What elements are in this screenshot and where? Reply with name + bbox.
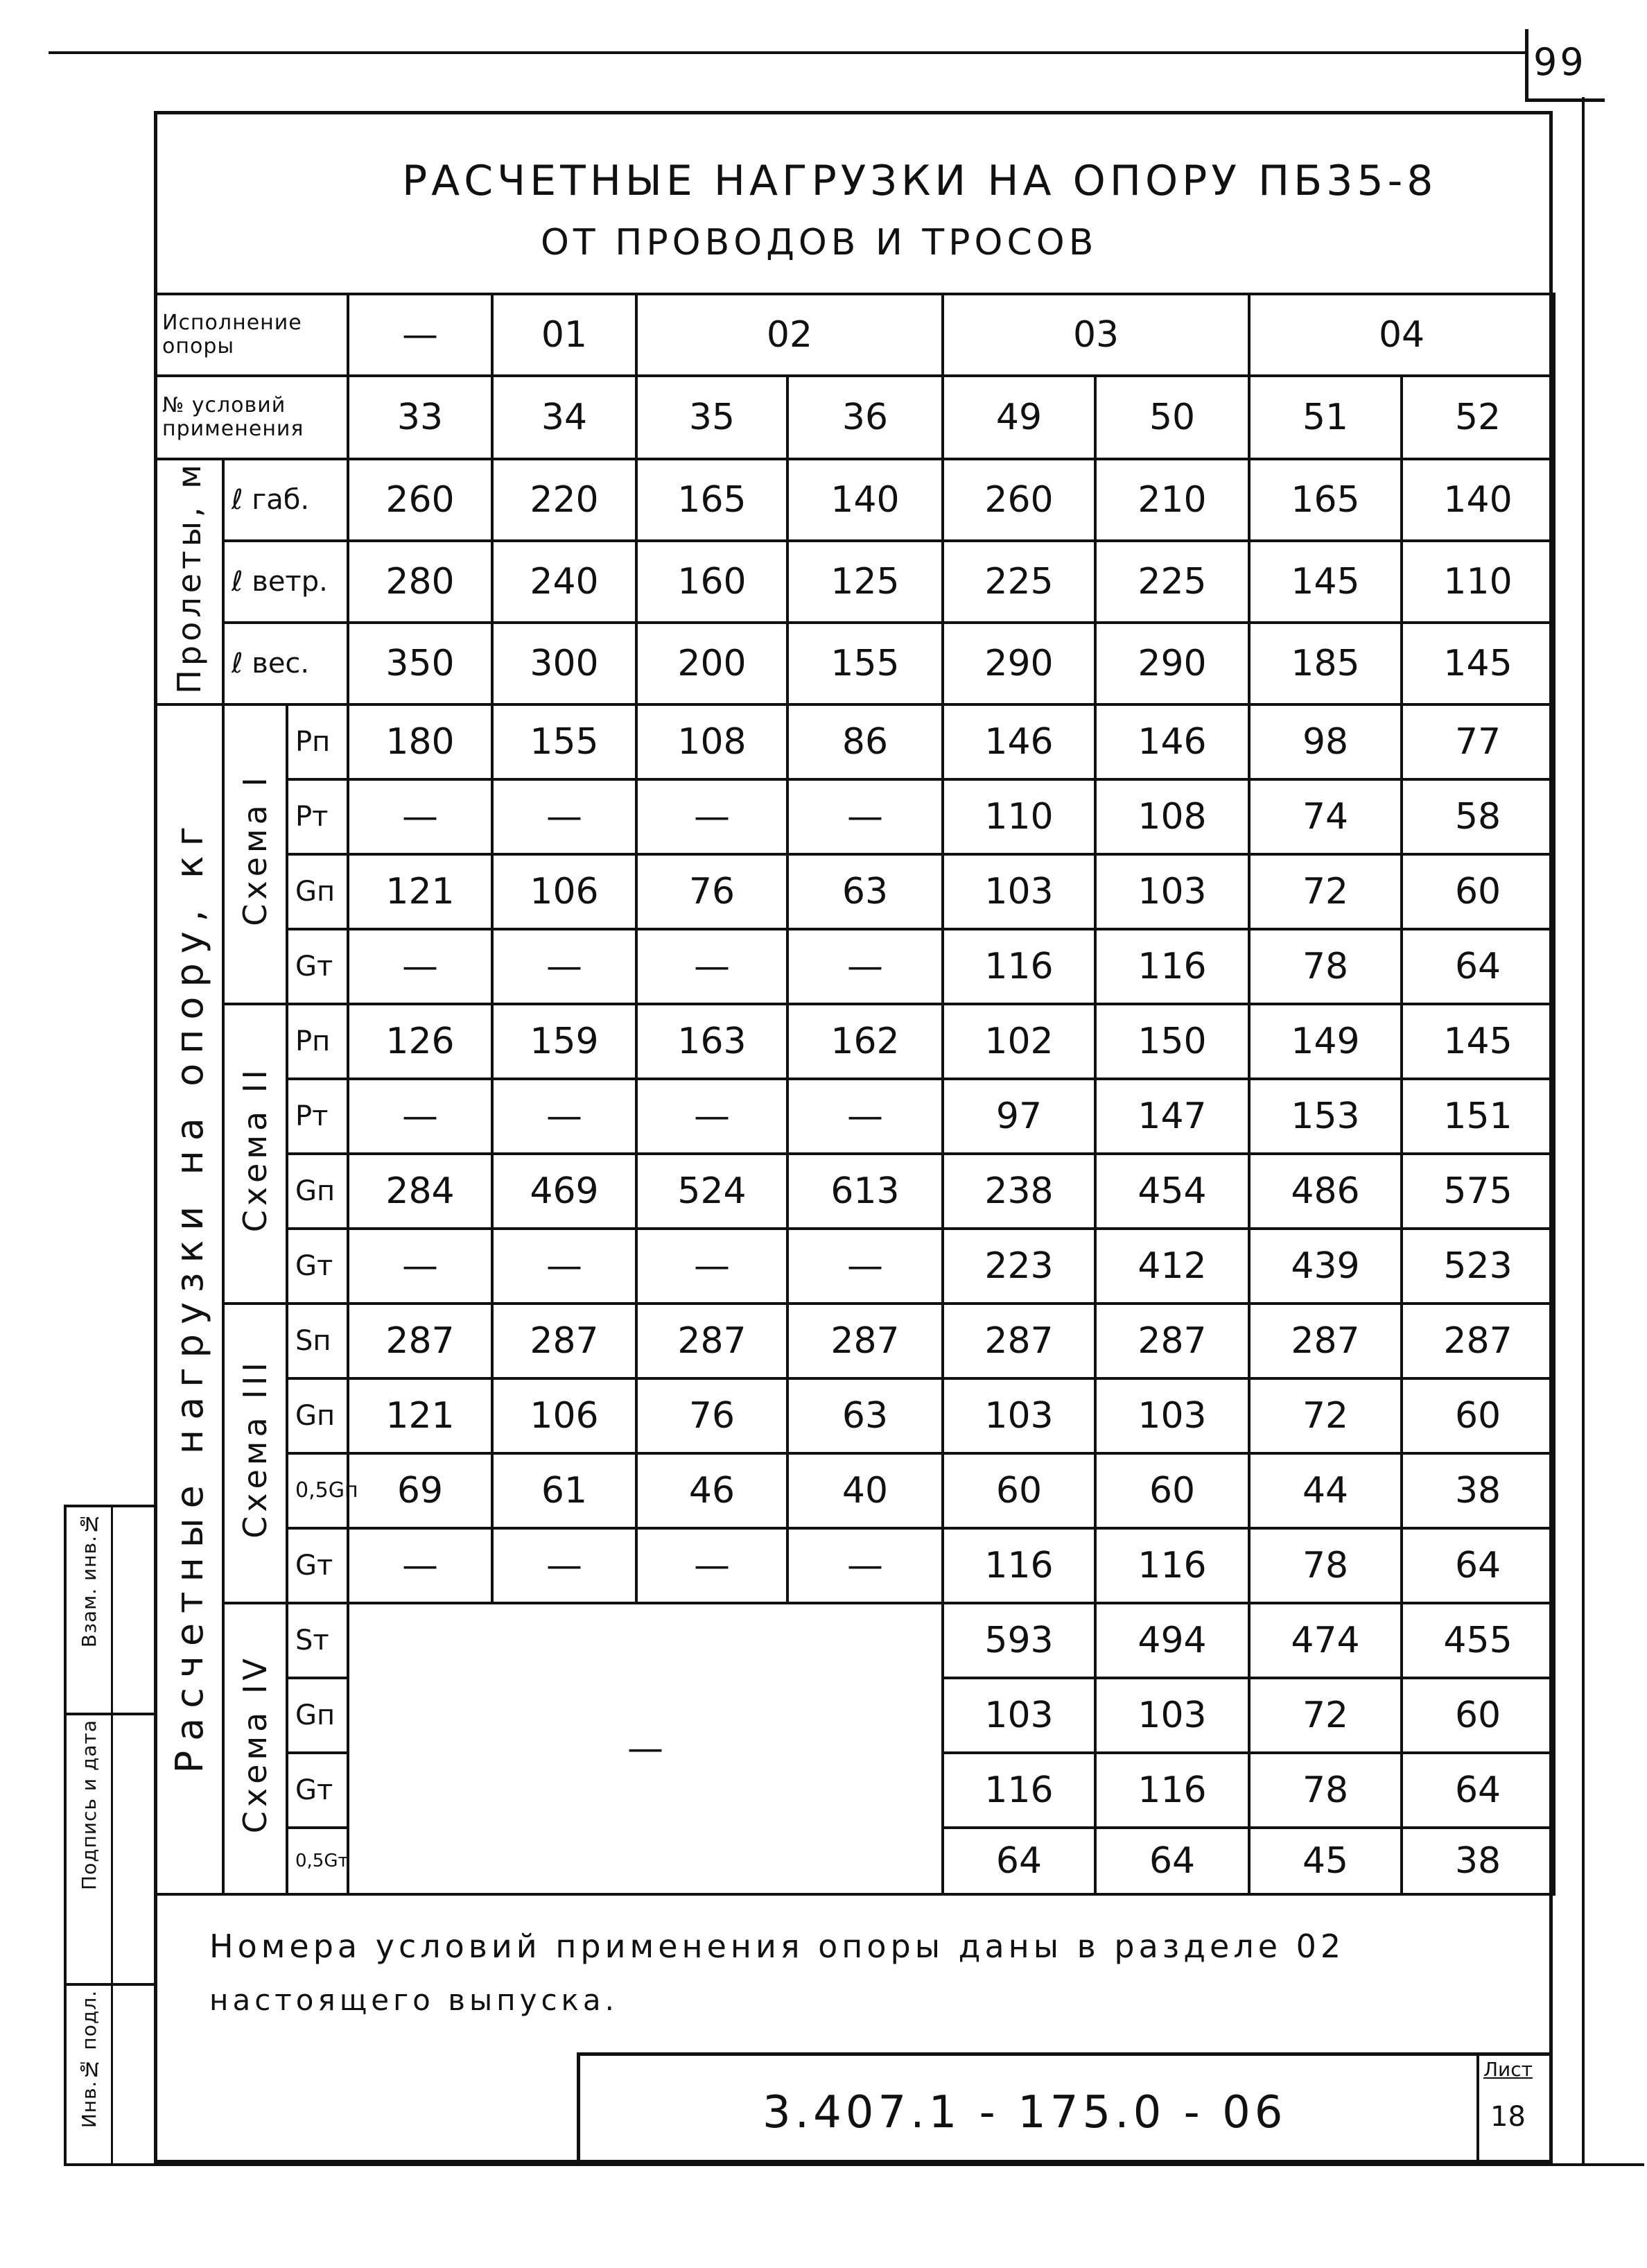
scheme-label bbox=[223, 1004, 287, 1304]
value-cell: 103 bbox=[1095, 1378, 1249, 1453]
side-text: Взам. инв.№ bbox=[77, 1512, 101, 1648]
value-cell: 223 bbox=[943, 1229, 1095, 1304]
value-cell: 454 bbox=[1095, 1154, 1249, 1229]
execution-cell: 02 bbox=[636, 294, 943, 376]
span-row bbox=[155, 541, 1554, 623]
load-label: Gп bbox=[287, 1378, 348, 1453]
scheme-label bbox=[223, 1304, 287, 1603]
condition-cell: 50 bbox=[1095, 376, 1249, 459]
value-cell: — bbox=[492, 779, 636, 854]
value-cell: 163 bbox=[636, 1004, 787, 1079]
value-cell: — bbox=[636, 929, 787, 1004]
value-cell: 116 bbox=[943, 1753, 1095, 1828]
value-cell: 45 bbox=[1249, 1828, 1402, 1894]
value-cell: 210 bbox=[1095, 459, 1249, 541]
value-cell: — bbox=[348, 929, 492, 1004]
value-cell: 46 bbox=[636, 1453, 787, 1528]
side-text: Инв.№ подл. bbox=[77, 1990, 101, 2129]
note-line-2: настоящего выпуска. bbox=[209, 1983, 619, 2017]
condition-cell: 51 bbox=[1249, 376, 1402, 459]
value-cell: 439 bbox=[1249, 1229, 1402, 1304]
execution-cell: — bbox=[348, 294, 492, 376]
value-cell: 76 bbox=[636, 854, 787, 929]
value-cell: 153 bbox=[1249, 1079, 1402, 1154]
conditions-label: № условий применения bbox=[155, 376, 348, 459]
value-cell: 60 bbox=[1402, 854, 1554, 929]
value-cell: 455 bbox=[1402, 1603, 1554, 1678]
value-cell: 76 bbox=[636, 1378, 787, 1453]
load-label: Gп bbox=[287, 1154, 348, 1229]
value-cell: 103 bbox=[943, 1678, 1095, 1753]
scheme-name: Схема IV bbox=[236, 1654, 274, 1834]
value-cell: 86 bbox=[787, 704, 943, 779]
value-cell: — bbox=[636, 779, 787, 854]
value-cell: 225 bbox=[943, 541, 1095, 623]
value-cell: 121 bbox=[348, 1378, 492, 1453]
value-cell: 287 bbox=[1095, 1304, 1249, 1378]
load-label: Pп bbox=[287, 1004, 348, 1079]
load-label: Pт bbox=[287, 1079, 348, 1154]
value-cell: 103 bbox=[943, 854, 1095, 929]
value-cell: 300 bbox=[492, 623, 636, 704]
value-cell: 140 bbox=[1402, 459, 1554, 541]
value-cell: — bbox=[348, 1229, 492, 1304]
value-cell: 287 bbox=[348, 1304, 492, 1378]
load-label: Gп bbox=[287, 1678, 348, 1753]
value-cell: 78 bbox=[1249, 929, 1402, 1004]
value-cell: 103 bbox=[943, 1378, 1095, 1453]
title-line-2: ОТ ПРОВОДОВ И ТРОСОВ bbox=[541, 222, 1098, 263]
value-cell: 72 bbox=[1249, 854, 1402, 929]
value-cell: 284 bbox=[348, 1154, 492, 1229]
condition-cell: 36 bbox=[787, 376, 943, 459]
value-cell: 287 bbox=[492, 1304, 636, 1378]
value-cell: 121 bbox=[348, 854, 492, 929]
value-cell: 613 bbox=[787, 1154, 943, 1229]
value-cell: 74 bbox=[1249, 779, 1402, 854]
value-cell: — bbox=[787, 779, 943, 854]
value-cell: 98 bbox=[1249, 704, 1402, 779]
value-cell: 116 bbox=[943, 1528, 1095, 1603]
execution-cell: 04 bbox=[1249, 294, 1554, 376]
value-cell: 61 bbox=[492, 1453, 636, 1528]
load-label: Pт bbox=[287, 779, 348, 854]
value-cell: 110 bbox=[943, 779, 1095, 854]
value-cell: 155 bbox=[492, 704, 636, 779]
value-cell: 64 bbox=[1402, 929, 1554, 1004]
value-cell: 116 bbox=[1095, 1753, 1249, 1828]
value-cell: 44 bbox=[1249, 1453, 1402, 1528]
right-edge-line bbox=[1582, 97, 1585, 2163]
side-text-cell bbox=[69, 1720, 108, 1976]
side-text: Подпись и дата bbox=[77, 1720, 101, 1890]
span-row bbox=[155, 623, 1554, 704]
value-cell: 220 bbox=[492, 459, 636, 541]
value-cell: — bbox=[492, 1229, 636, 1304]
value-cell: 97 bbox=[943, 1079, 1095, 1154]
value-cell: 240 bbox=[492, 541, 636, 623]
side-stamp-edge bbox=[111, 1505, 113, 2163]
value-cell: — bbox=[787, 929, 943, 1004]
value-cell: 72 bbox=[1249, 1678, 1402, 1753]
value-cell: 116 bbox=[1095, 1528, 1249, 1603]
value-cell: — bbox=[636, 1528, 787, 1603]
value-cell: 145 bbox=[1402, 1004, 1554, 1079]
value-cell: 58 bbox=[1402, 779, 1554, 854]
value-cell: — bbox=[492, 929, 636, 1004]
value-cell: 146 bbox=[943, 704, 1095, 779]
value-cell: 486 bbox=[1249, 1154, 1402, 1229]
load-label: 0,5Gт bbox=[287, 1828, 348, 1894]
sheet-number: 18 bbox=[1490, 2101, 1526, 2133]
value-cell: 523 bbox=[1402, 1229, 1554, 1304]
value-cell: 63 bbox=[787, 1378, 943, 1453]
value-cell: 494 bbox=[1095, 1603, 1249, 1678]
loads-table bbox=[154, 293, 1556, 1896]
side-stamp-edge bbox=[64, 1505, 67, 2163]
side-stamp-divider bbox=[64, 1713, 154, 1715]
span-label: ℓ вес. bbox=[223, 623, 348, 704]
value-cell: — bbox=[348, 779, 492, 854]
value-cell: 106 bbox=[492, 854, 636, 929]
value-cell: 150 bbox=[1095, 1004, 1249, 1079]
load-label: Sп bbox=[287, 1304, 348, 1378]
execution-row bbox=[155, 294, 1554, 376]
value-cell: 140 bbox=[787, 459, 943, 541]
value-cell: 103 bbox=[1095, 1678, 1249, 1753]
condition-cell: 33 bbox=[348, 376, 492, 459]
load-label: Gп bbox=[287, 854, 348, 929]
conditions-row bbox=[155, 376, 1554, 459]
value-cell: 593 bbox=[943, 1603, 1095, 1678]
spans-group-text: Пролеты, м bbox=[171, 460, 208, 694]
value-cell: 69 bbox=[348, 1453, 492, 1528]
load-label: Gт bbox=[287, 1753, 348, 1828]
load-row bbox=[155, 1004, 1554, 1079]
value-cell: 63 bbox=[787, 854, 943, 929]
load-row bbox=[155, 1229, 1554, 1304]
execution-cell: 01 bbox=[492, 294, 636, 376]
value-cell: 290 bbox=[1095, 623, 1249, 704]
span-label: ℓ габ. bbox=[223, 459, 348, 541]
value-cell: 160 bbox=[636, 541, 787, 623]
value-cell: 60 bbox=[1402, 1678, 1554, 1753]
value-cell: 38 bbox=[1402, 1828, 1554, 1894]
load-label: Gт bbox=[287, 929, 348, 1004]
load-row bbox=[155, 1079, 1554, 1154]
load-row bbox=[155, 1453, 1554, 1528]
value-cell: 77 bbox=[1402, 704, 1554, 779]
load-row bbox=[155, 854, 1554, 929]
value-cell: 102 bbox=[943, 1004, 1095, 1079]
value-cell: — bbox=[636, 1229, 787, 1304]
value-cell: 116 bbox=[943, 929, 1095, 1004]
condition-cell: 52 bbox=[1402, 376, 1554, 459]
value-cell: 108 bbox=[1095, 779, 1249, 854]
value-cell: 287 bbox=[636, 1304, 787, 1378]
value-cell: — bbox=[492, 1528, 636, 1603]
value-cell: 280 bbox=[348, 541, 492, 623]
value-cell: 165 bbox=[1249, 459, 1402, 541]
value-cell: 126 bbox=[348, 1004, 492, 1079]
value-cell: 151 bbox=[1402, 1079, 1554, 1154]
span-row bbox=[155, 459, 1554, 541]
value-cell: 103 bbox=[1095, 854, 1249, 929]
value-cell: 162 bbox=[787, 1004, 943, 1079]
value-cell: 350 bbox=[348, 623, 492, 704]
load-row bbox=[155, 779, 1554, 854]
value-cell: 238 bbox=[943, 1154, 1095, 1229]
value-cell: 260 bbox=[348, 459, 492, 541]
value-cell: — bbox=[492, 1079, 636, 1154]
load-label: Gт bbox=[287, 1528, 348, 1603]
value-cell: 38 bbox=[1402, 1453, 1554, 1528]
value-cell: 60 bbox=[1402, 1378, 1554, 1453]
note-line-1: Номера условий применения опоры даны в разделе 02 bbox=[209, 1928, 1345, 1965]
value-cell: — bbox=[787, 1528, 943, 1603]
value-cell: — bbox=[787, 1079, 943, 1154]
loads-group-label bbox=[155, 704, 223, 1894]
value-cell: 575 bbox=[1402, 1154, 1554, 1229]
value-cell: 64 bbox=[943, 1828, 1095, 1894]
loads-group-text: Расчетные нагрузки на опору, кг bbox=[167, 816, 211, 1773]
value-cell: 64 bbox=[1402, 1753, 1554, 1828]
value-cell: 290 bbox=[943, 623, 1095, 704]
load-row bbox=[155, 1304, 1554, 1378]
value-cell: 474 bbox=[1249, 1603, 1402, 1678]
sheet-label: Лист bbox=[1483, 2058, 1533, 2081]
value-cell: 225 bbox=[1095, 541, 1249, 623]
value-cell: 60 bbox=[1095, 1453, 1249, 1528]
span-label: ℓ ветр. bbox=[223, 541, 348, 623]
value-cell: 110 bbox=[1402, 541, 1554, 623]
value-cell: 287 bbox=[1402, 1304, 1554, 1378]
scheme-name: Схема I bbox=[236, 772, 274, 926]
page-number: 99 bbox=[1533, 40, 1587, 84]
value-cell: 524 bbox=[636, 1154, 787, 1229]
value-cell: 146 bbox=[1095, 704, 1249, 779]
load-label: 0,5Gп bbox=[287, 1453, 348, 1528]
value-cell: 40 bbox=[787, 1453, 943, 1528]
value-cell: 147 bbox=[1095, 1079, 1249, 1154]
execution-cell: 03 bbox=[943, 294, 1249, 376]
value-cell: 108 bbox=[636, 704, 787, 779]
spans-group-label bbox=[155, 459, 223, 704]
value-cell: 145 bbox=[1402, 623, 1554, 704]
value-cell: 78 bbox=[1249, 1528, 1402, 1603]
scheme-name: Схема II bbox=[236, 1066, 274, 1233]
value-cell: 180 bbox=[348, 704, 492, 779]
side-stamp-divider bbox=[64, 1983, 154, 1986]
value-cell: 64 bbox=[1402, 1528, 1554, 1603]
scheme-label bbox=[223, 1603, 287, 1894]
value-cell: 60 bbox=[943, 1453, 1095, 1528]
side-text-cell bbox=[69, 1512, 108, 1706]
load-row bbox=[155, 1603, 1554, 1678]
execution-label: Исполнение опоры bbox=[155, 294, 348, 376]
value-cell: 185 bbox=[1249, 623, 1402, 704]
document-number: 3.407.1 - 175.0 - 06 bbox=[762, 2087, 1287, 2138]
top-rule bbox=[49, 51, 1525, 54]
value-cell: 159 bbox=[492, 1004, 636, 1079]
value-cell: 149 bbox=[1249, 1004, 1402, 1079]
value-cell: 287 bbox=[787, 1304, 943, 1378]
load-row bbox=[155, 1378, 1554, 1453]
load-label: Pп bbox=[287, 704, 348, 779]
load-row bbox=[155, 1154, 1554, 1229]
value-cell: 200 bbox=[636, 623, 787, 704]
not-applicable-block: — bbox=[348, 1603, 943, 1894]
value-cell: 260 bbox=[943, 459, 1095, 541]
value-cell: 64 bbox=[1095, 1828, 1249, 1894]
value-cell: — bbox=[636, 1079, 787, 1154]
value-cell: 155 bbox=[787, 623, 943, 704]
value-cell: — bbox=[348, 1079, 492, 1154]
scheme-label bbox=[223, 704, 287, 1004]
value-cell: — bbox=[348, 1528, 492, 1603]
scheme-name: Схема III bbox=[236, 1358, 274, 1539]
bottom-rule bbox=[64, 2163, 1644, 2166]
title-line-1: РАСЧЕТНЫЕ НАГРУЗКИ НА ОПОРУ ПБ35-8 bbox=[402, 157, 1438, 205]
value-cell: 412 bbox=[1095, 1229, 1249, 1304]
value-cell: — bbox=[787, 1229, 943, 1304]
value-cell: 116 bbox=[1095, 929, 1249, 1004]
condition-cell: 35 bbox=[636, 376, 787, 459]
value-cell: 287 bbox=[1249, 1304, 1402, 1378]
load-label: Sт bbox=[287, 1603, 348, 1678]
side-text-cell bbox=[69, 1990, 108, 2156]
value-cell: 469 bbox=[492, 1154, 636, 1229]
value-cell: 287 bbox=[943, 1304, 1095, 1378]
condition-cell: 49 bbox=[943, 376, 1095, 459]
value-cell: 145 bbox=[1249, 541, 1402, 623]
value-cell: 72 bbox=[1249, 1378, 1402, 1453]
condition-cell: 34 bbox=[492, 376, 636, 459]
value-cell: 165 bbox=[636, 459, 787, 541]
value-cell: 125 bbox=[787, 541, 943, 623]
load-row bbox=[155, 1528, 1554, 1603]
load-label: Gт bbox=[287, 1229, 348, 1304]
load-row bbox=[155, 929, 1554, 1004]
load-row bbox=[155, 704, 1554, 779]
value-cell: 106 bbox=[492, 1378, 636, 1453]
value-cell: 78 bbox=[1249, 1753, 1402, 1828]
